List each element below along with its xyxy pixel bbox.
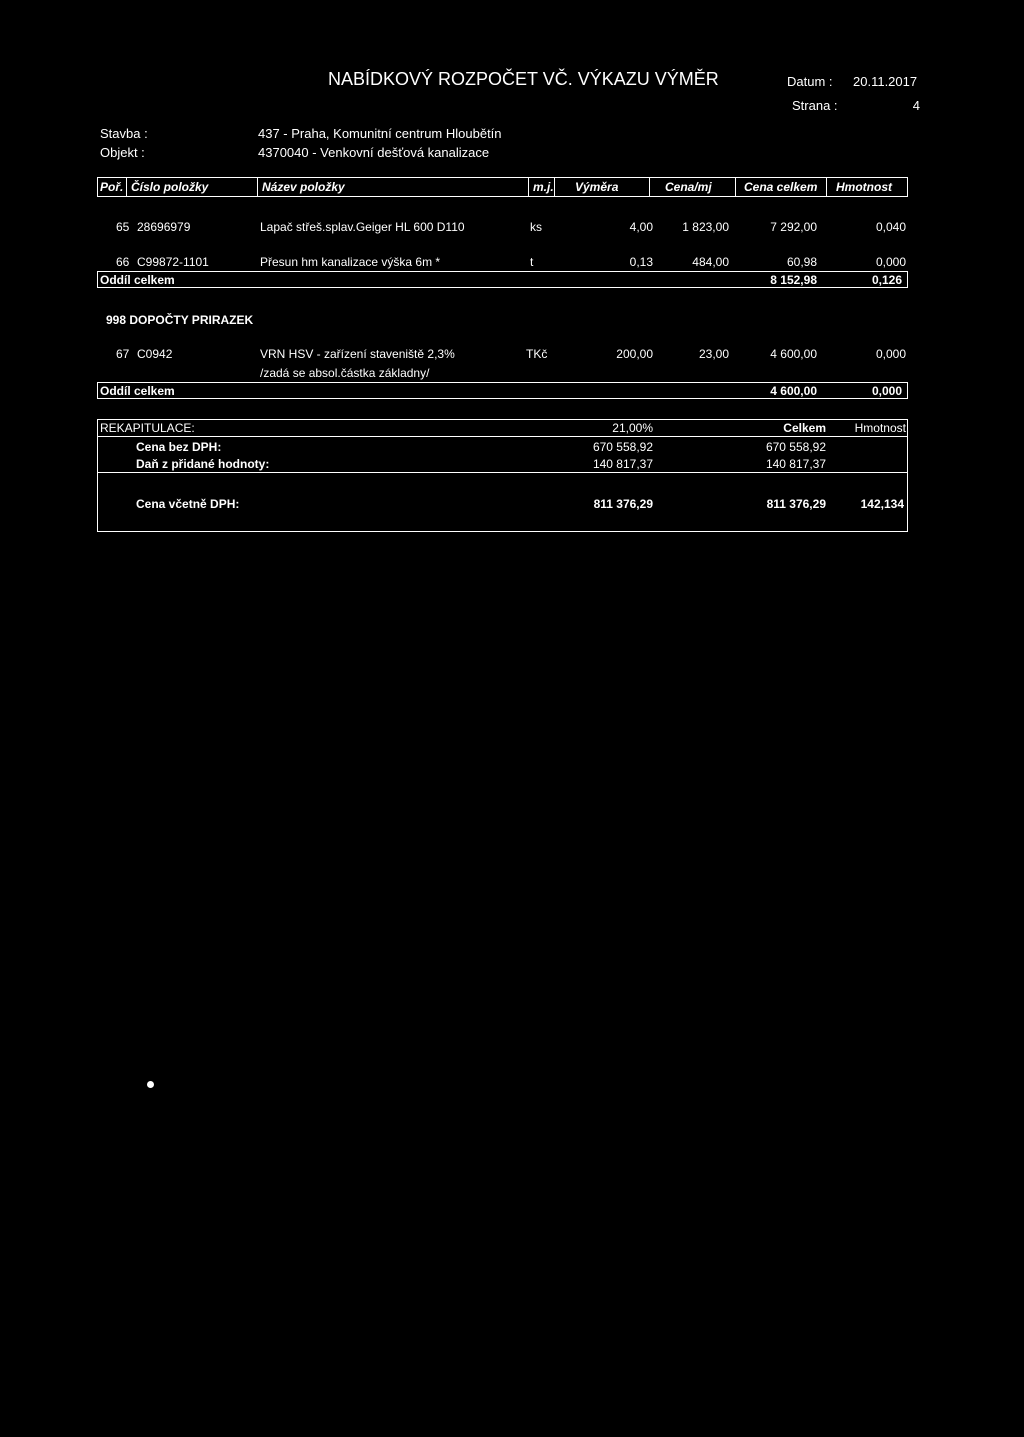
row-vymera: 4,00 bbox=[629, 220, 653, 234]
row-cislo: C99872-1101 bbox=[137, 255, 209, 269]
datum-value: 20.11.2017 bbox=[853, 74, 918, 89]
objekt-label: Objekt : bbox=[100, 145, 145, 160]
col-header-nazev: Název položky bbox=[262, 180, 345, 194]
row-cislo: C0942 bbox=[137, 347, 173, 361]
section-total-label: Oddíl celkem bbox=[100, 384, 175, 398]
col-header-cena-celkem: Cena celkem bbox=[744, 180, 818, 194]
strana-value: 4 bbox=[912, 98, 920, 113]
recap-hmotnost-label: Hmotnost bbox=[854, 421, 906, 435]
row-hmotnost: 0,000 bbox=[875, 255, 906, 269]
recap-bez-dph-rate: 670 558,92 bbox=[592, 440, 653, 454]
column-divider bbox=[554, 177, 555, 197]
section-heading: 998 DOPOČTY PRIRAZEK bbox=[106, 313, 254, 327]
row-cena-mj: 1 823,00 bbox=[682, 220, 729, 234]
column-divider bbox=[126, 177, 127, 197]
recap-celkem-label: Celkem bbox=[783, 421, 826, 435]
section-total-hmotnost: 0,000 bbox=[871, 384, 902, 398]
row-cena-celkem: 4 600,00 bbox=[770, 347, 817, 361]
recap-divider bbox=[97, 436, 908, 437]
strana-label: Strana : bbox=[792, 98, 838, 113]
section-total-cena: 4 600,00 bbox=[770, 384, 817, 398]
recap-rate: 21,00% bbox=[612, 421, 653, 435]
stavba-value: 437 - Praha, Komunitní centrum Hloubětín bbox=[258, 126, 502, 141]
recap-vcetne-celkem: 811 376,29 bbox=[766, 497, 826, 511]
col-header-hmotnost: Hmotnost bbox=[836, 180, 892, 194]
row-por: 67 bbox=[116, 347, 130, 361]
recap-dan-label: Daň z přidané hodnoty: bbox=[136, 457, 270, 471]
recap-label: REKAPITULACE: bbox=[100, 421, 195, 435]
recap-bez-dph-label: Cena bez DPH: bbox=[136, 440, 222, 454]
stavba-label: Stavba : bbox=[100, 126, 148, 141]
row-mj: TKč bbox=[526, 347, 548, 361]
col-header-cena-mj: Cena/mj bbox=[665, 180, 712, 194]
row-nazev: Lapač střeš.splav.Geiger HL 600 D110 bbox=[260, 220, 465, 234]
recap-dan-celkem: 140 817,37 bbox=[765, 457, 826, 471]
datum-label: Datum : bbox=[787, 74, 833, 89]
section-total-cena: 8 152,98 bbox=[770, 273, 817, 287]
column-divider bbox=[257, 177, 258, 197]
section-total-label: Oddíl celkem bbox=[100, 273, 175, 287]
row-cena-celkem: 7 292,00 bbox=[770, 220, 817, 234]
row-por: 66 bbox=[116, 255, 130, 269]
recap-vcetne-hmotnost: 142,134 bbox=[860, 497, 904, 511]
recap-vcetne-rate: 811 376,29 bbox=[593, 497, 653, 511]
row-cena-mj: 484,00 bbox=[692, 255, 729, 269]
col-header-mj: m.j. bbox=[533, 180, 554, 194]
col-header-cislo: Číslo položky bbox=[131, 180, 209, 194]
recap-dan-rate: 140 817,37 bbox=[592, 457, 653, 471]
column-divider bbox=[826, 177, 827, 197]
row-nazev: Přesun hm kanalizace výška 6m * bbox=[260, 255, 441, 269]
objekt-value: 4370040 - Venkovní dešťová kanalizace bbox=[258, 145, 490, 160]
row-vymera: 0,13 bbox=[629, 255, 653, 269]
row-cislo: 28696979 bbox=[137, 220, 191, 234]
col-header-vymera: Výměra bbox=[575, 180, 619, 194]
column-divider bbox=[528, 177, 529, 197]
column-divider bbox=[649, 177, 650, 197]
row-mj: t bbox=[530, 255, 534, 269]
recap-divider bbox=[97, 472, 908, 473]
col-header-por: Poř. bbox=[100, 180, 124, 194]
row-nazev: VRN HSV - zařízení staveniště 2,3% bbox=[260, 347, 455, 361]
row-cena-celkem: 60,98 bbox=[786, 255, 817, 269]
row-por: 65 bbox=[116, 220, 130, 234]
bullet-dot bbox=[147, 1081, 154, 1088]
row-hmotnost: 0,000 bbox=[875, 347, 906, 361]
row-nazev-note: /zadá se absol.částka základny/ bbox=[260, 366, 430, 380]
row-hmotnost: 0,040 bbox=[875, 220, 906, 234]
column-divider bbox=[735, 177, 736, 197]
row-mj: ks bbox=[530, 220, 542, 234]
section-total-hmotnost: 0,126 bbox=[871, 273, 902, 287]
page-title: NABÍDKOVÝ ROZPOČET VČ. VÝKAZU VÝMĚR bbox=[328, 69, 719, 89]
recap-vcetne-label: Cena včetně DPH: bbox=[136, 497, 240, 511]
row-vymera: 200,00 bbox=[616, 347, 653, 361]
row-cena-mj: 23,00 bbox=[698, 347, 729, 361]
recap-bez-dph-celkem: 670 558,92 bbox=[765, 440, 826, 454]
